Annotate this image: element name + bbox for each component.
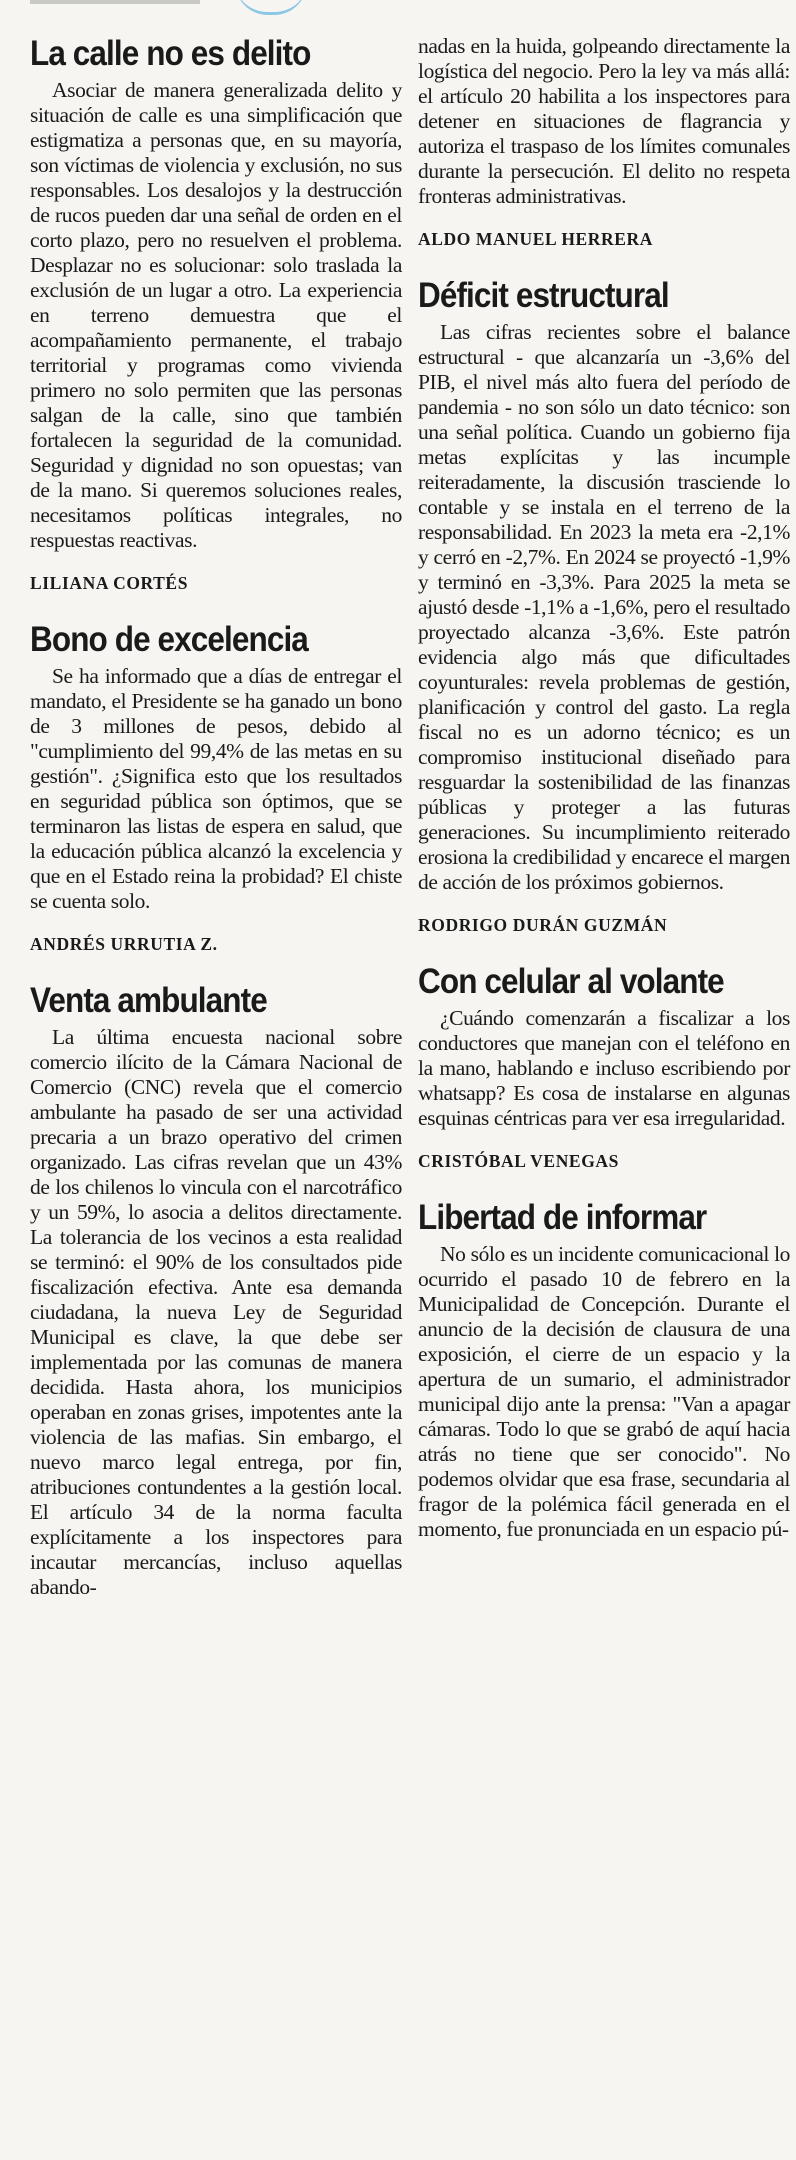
letter-title: Libertad de informar <box>418 1198 707 1237</box>
right-column <box>418 34 790 1568</box>
letter-la-calle-no-es-delito <box>30 34 402 594</box>
letter-title: Déficit estructural <box>418 276 669 315</box>
letter-title: Bono de excelencia <box>30 620 308 659</box>
page-top-rule <box>30 0 200 4</box>
letter-con-celular-al-volante <box>418 962 790 1172</box>
letter-author: RODRIGO DURÁN GUZMÁN <box>418 915 668 935</box>
letter-bono-de-excelencia <box>30 620 402 955</box>
letter-deficit-estructural <box>418 276 790 936</box>
letter-author: LILIANA CORTÉS <box>30 573 189 593</box>
letter-author: ALDO MANUEL HERRERA <box>418 229 654 249</box>
letter-author: CRISTÓBAL VENEGAS <box>418 1151 619 1171</box>
letter-body: La última encuesta nacional sobre comercio ilícito de la Cámara Nacional de Comercio (CNC) revela que el comercio ambulante ha pasado de ser una actividad precaria a un brazo operativo del crimen organizado. Las cifras revelan que un 43% de los chilenos lo vincula con el narcotráfico y un 59%, lo asocia a delitos directamente. La tolerancia de los vecinos a esta realidad se terminó: el 90% de los consultados pide fiscalización efectiva. Ante esa demanda ciudadana, la nueva Ley de Seguridad Municipal es clave, la que debe ser implementada por las comunas de manera decidida. Hasta ahora, los municipios operaban en zonas grises, impotentes ante la violencia de las mafias. Sin embargo, el nuevo marco legal entrega, por fin, atribuciones contundentes a la gestión local. El artículo 34 de la norma faculta explícitamente a los inspectores para incautar mercancías, incluso aquellas abando- <box>30 1025 402 1599</box>
letter-libertad-de-informar <box>418 1198 790 1542</box>
letter-title: Venta ambulante <box>30 981 267 1020</box>
letter-author: ANDRÉS URRUTIA Z. <box>30 934 218 954</box>
letter-body: No sólo es un incidente comunicacional lo ocurrido el pasado 10 de febrero en la Municipalidad de Concepción. Durante el anuncio de la decisión de clausura de una exposición, el cierre de un espacio y la apertura de un sumario, el administrador municipal dijo ante la prensa: "Van a apagar cámaras. Todo lo que se grabó de aquí hacia atrás no tiene que ser conocido". No podemos olvidar que esa frase, secundaria al fragor de la polémica fácil generada en el momento, fue pronunciada en un espacio pú- <box>418 1242 790 1541</box>
letter-body: Asociar de manera generalizada delito y situación de calle es una simplificación que estigmatiza a personas que, en su mayoría, son víctimas de violencia y exclusión, no sus responsables. Los desalojos y la destrucción de rucos pueden dar una señal de orden en el corto plazo, pero no resuelven el problema. Desplazar no es solucionar: solo traslada la exclusión de un lugar a otro. La experiencia en terreno demuestra que el acompañamiento permanente, el trabajo territorial y programas como vivienda primero no solo permiten que las personas salgan de la calle, sino que también fortalecen la seguridad de la comunidad. Seguridad y dignidad no son opuestas; van de la mano. Si queremos soluciones reales, necesitamos políticas integrales, no respuestas reactivas. <box>30 78 402 552</box>
letter-body: Las cifras recientes sobre el balance estructural - que alcanzaría un -3,6% del PIB, el nivel más alto fuera del período de pandemia - no son sólo un dato técnico: son una señal política. Cuando un gobierno fija metas explícitas y las incumple reiteradamente, la discusión trasciende lo contable y se instala en el terreno de la responsabilidad. En 2023 la meta era -2,1% y cerró en -2,7%. En 2024 se proyectó -1,9% y terminó en -3,3%. Para 2025 la meta se ajustó desde -1,1% a -1,6%, pero el resultado proyectado alcanza -3,6%. Este patrón evidencia algo más que dificultades coyunturales: revela problemas de gestión, planificación y control del gasto. La regla fiscal no es un adorno técnico; es un compromiso institucional diseñado para resguardar la sostenibilidad de las finanzas públicas y proteger a las futuras generaciones. Su incumplimiento reiterado erosiona la credibilidad y encarece el margen de acción de los próximos gobiernos. <box>418 320 790 894</box>
letter-title: Con celular al volante <box>418 962 724 1001</box>
letter-body: nadas en la huida, golpeando directamente la logística del negocio. Pero la ley va más allá: el artículo 20 habilita a los inspectores para detener en situaciones de flagrancia y autoriza el traspaso de los límites comunales durante la persecución. El delito no respeta fronteras administrativas. <box>418 34 790 208</box>
letter-body: Se ha informado que a días de entregar el mandato, el Presidente se ha ganado un bono de 3 millones de pesos, debido al "cumplimiento del 99,4% de las metas en su gestión". ¿Significa esto que los resultados en seguridad pública son óptimos, que se terminaron las listas de espera en salud, que la educación pública alcanzó la excelencia y que en el Estado reina la probidad? El chiste se cuenta solo. <box>30 664 402 913</box>
left-column <box>30 34 402 1626</box>
page-top-arc <box>235 0 307 15</box>
letter-body: ¿Cuándo comenzarán a fiscalizar a los conductores que manejan con el teléfono en la mano, hablando e incluso escribiendo por whatsapp? Es cosa de instalarse en algunas esquinas céntricas para ver esa irregularidad. <box>418 1006 790 1130</box>
letter-venta-ambulante <box>30 981 402 1600</box>
letter-venta-ambulante-continuation <box>418 34 790 250</box>
letter-title: La calle no es delito <box>30 34 311 73</box>
